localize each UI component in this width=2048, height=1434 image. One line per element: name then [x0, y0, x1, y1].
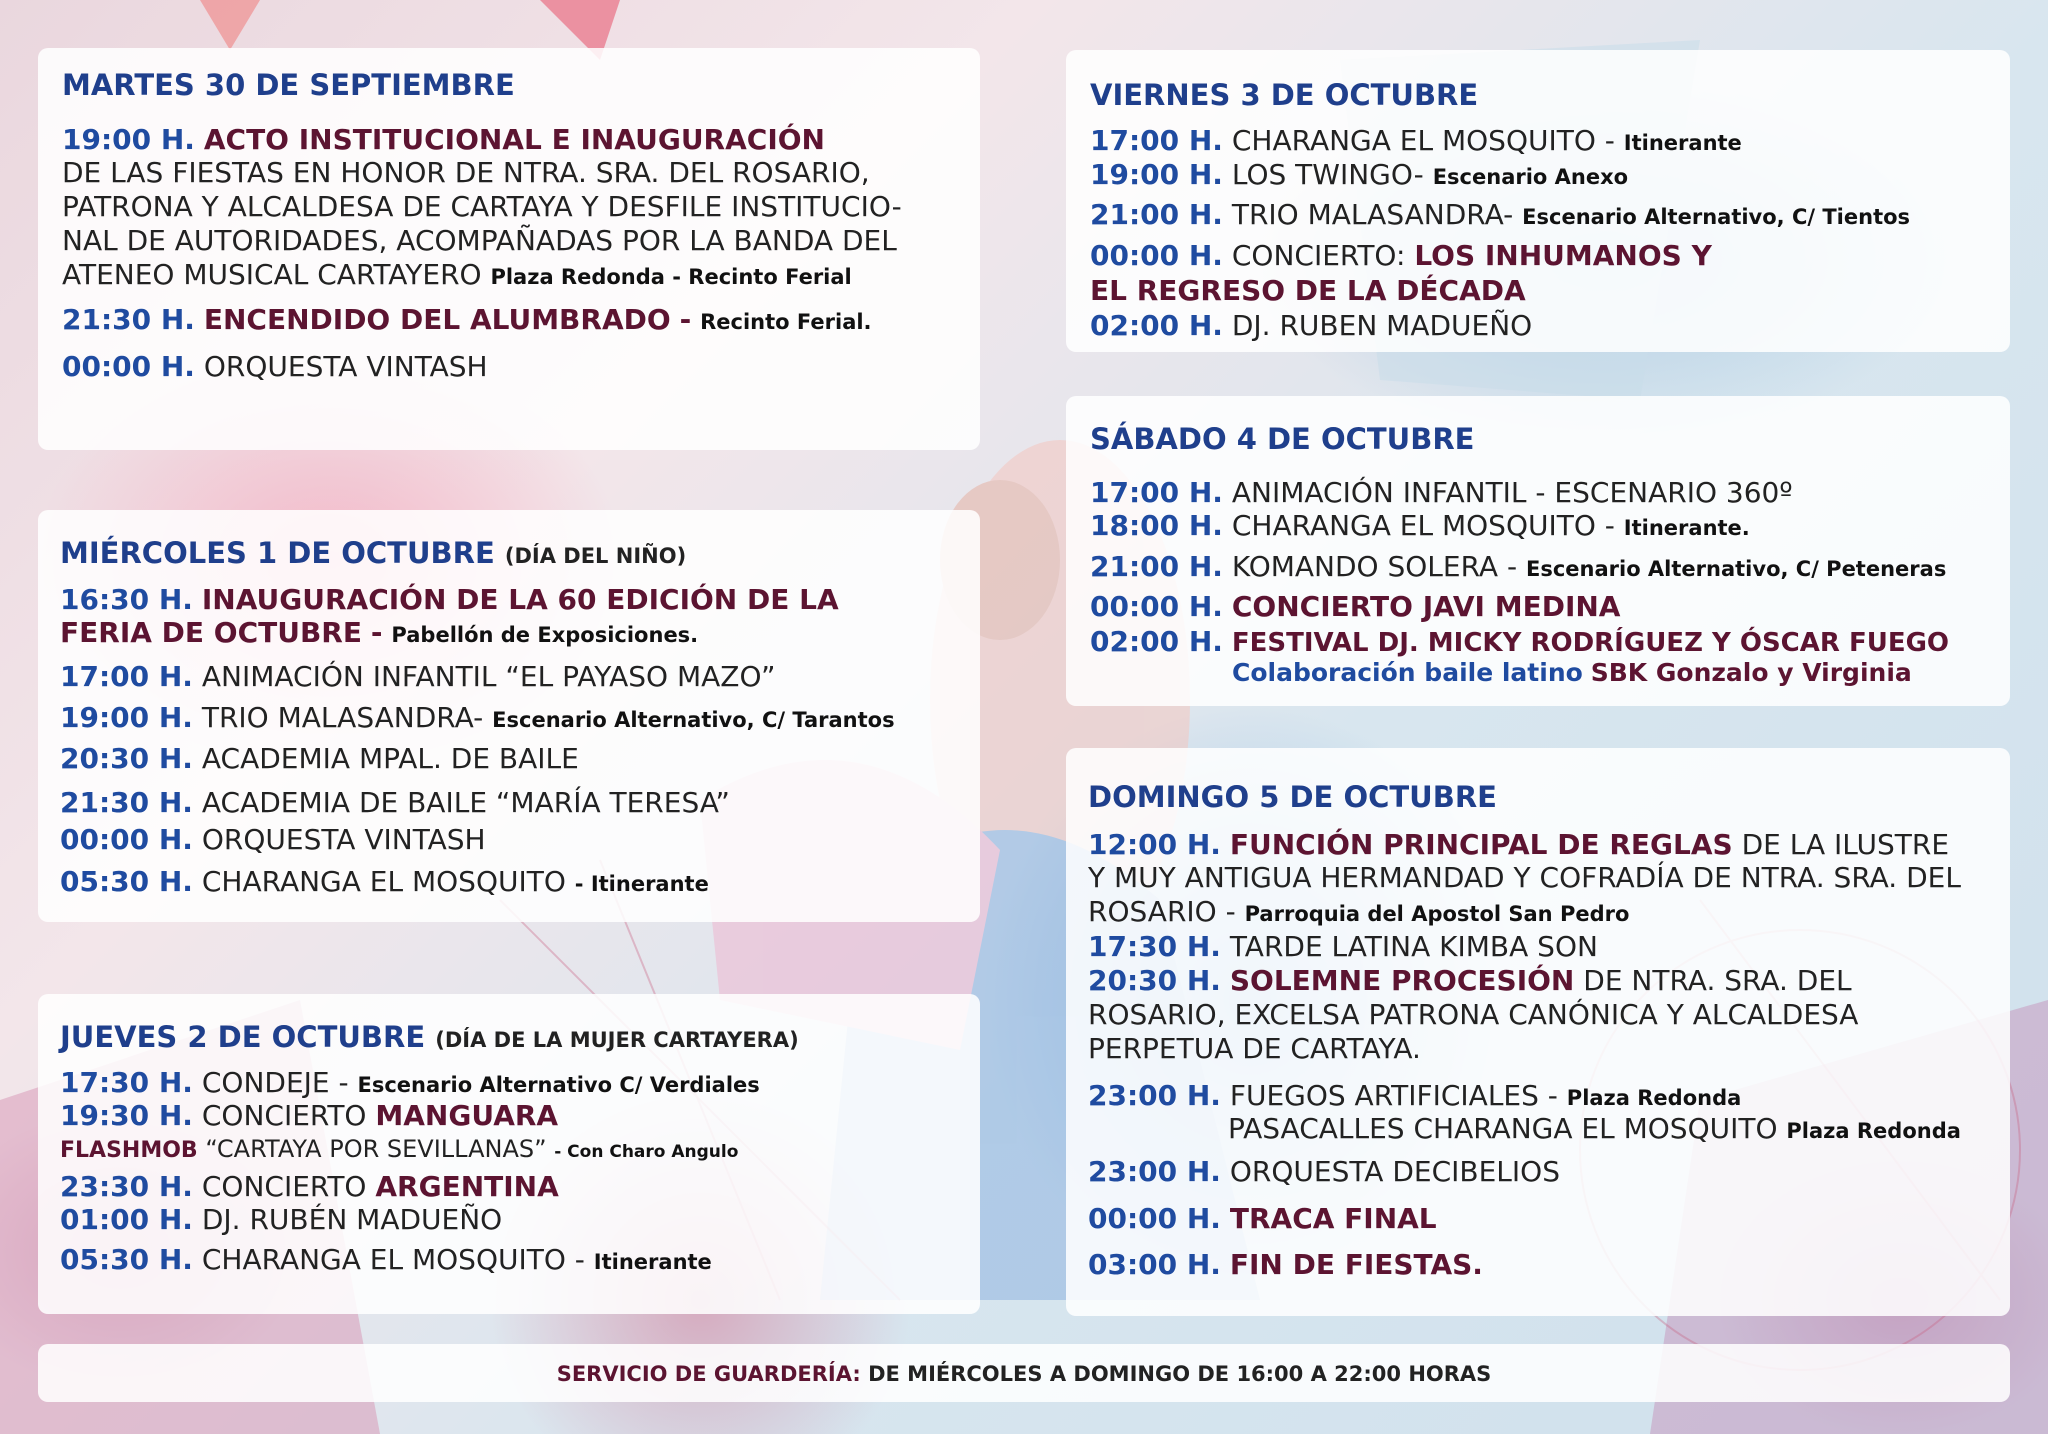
event-time: 17:00 H. — [60, 660, 193, 693]
day-title: MIÉRCOLES 1 DE OCTUBRE — [60, 536, 495, 570]
day-header — [60, 536, 980, 573]
card-sunday — [1066, 748, 2010, 1316]
event-time: 19:00 H. — [62, 123, 195, 156]
event-title: FLASHMOB — [60, 1138, 198, 1163]
schedule-line — [60, 701, 980, 737]
event-text: ORQUESTA DECIBELIOS — [1229, 1155, 1560, 1188]
venue-text: Pabellón de Exposiciones. — [391, 623, 699, 647]
card-saturday — [1066, 396, 2010, 706]
venue-text: Itinerante. — [1623, 516, 1750, 540]
description-line: DE LAS FIESTAS EN HONOR DE NTRA. SRA. DEL ROSARIO, — [62, 156, 870, 189]
event-text: CONCIERTO: — [1231, 239, 1406, 272]
schedule-line — [1088, 895, 2010, 931]
event-text: CHARANGA EL MOSQUITO - — [1231, 509, 1615, 542]
event-time: 21:30 H. — [62, 303, 195, 336]
event-title: FERIA DE OCTUBRE — [60, 616, 362, 649]
event-text: CHARANGA EL MOSQUITO — [201, 865, 566, 898]
description-line: PERPETUA DE CARTAYA. — [1088, 1032, 1421, 1065]
event-time: 05:30 H. — [60, 865, 193, 898]
venue-text: Plaza Redonda — [1786, 1119, 1961, 1143]
event-title: SOLEMNE PROCESIÓN — [1229, 964, 1575, 997]
event-title: FUNCIÓN PRINCIPAL DE REGLAS — [1229, 828, 1733, 861]
schedule-line — [1088, 964, 2010, 998]
venue-text: Itinerante — [593, 1250, 712, 1274]
separator: - — [679, 303, 692, 336]
venue-text: Itinerante — [1623, 131, 1742, 155]
event-text: CHARANGA EL MOSQUITO - — [201, 1243, 585, 1276]
schedule-line — [1090, 124, 2010, 160]
event-time: 18:00 H. — [1090, 509, 1223, 542]
schedule-line — [1088, 1155, 2010, 1189]
event-time: 19:00 H. — [1090, 158, 1223, 191]
schedule-line — [60, 583, 980, 617]
event-title: EL REGRESO DE LA DÉCADA — [1090, 274, 1526, 307]
event-text: KOMANDO SOLERA - — [1231, 550, 1518, 583]
footer-banner — [38, 1344, 2010, 1402]
event-title: INAUGURACIÓN DE LA 60 EDICIÓN DE LA — [201, 583, 839, 616]
description-line: NAL DE AUTORIDADES, ACOMPAÑADAS POR LA BANDA DEL — [62, 224, 897, 257]
schedule-line — [1090, 590, 2010, 624]
schedule-line — [1228, 1112, 2010, 1148]
event-time: 02:00 H. — [1090, 625, 1223, 658]
event-time: 01:00 H. — [60, 1203, 193, 1236]
venue-text: Recinto Ferial. — [700, 310, 872, 334]
notice-label: SERVICIO DE GUARDERÍA: — [556, 1362, 861, 1386]
event-time: 17:30 H. — [1088, 930, 1221, 963]
card-tuesday — [38, 48, 980, 450]
day-title: MARTES 30 DE SEPTIEMBRE — [62, 68, 515, 102]
schedule-line — [1088, 828, 2010, 862]
event-text: ORQUESTA VINTASH — [203, 350, 488, 383]
event-time: 17:30 H. — [60, 1066, 193, 1099]
event-time: 19:00 H. — [60, 701, 193, 734]
schedule-line — [60, 1066, 980, 1102]
schedule-line — [60, 742, 980, 776]
event-text: “CARTAYA POR SEVILLANAS” — [205, 1135, 547, 1163]
event-time: 00:00 H. — [1090, 239, 1223, 272]
description-text: ATENEO MUSICAL CARTAYERO — [62, 258, 482, 291]
schedule-line — [60, 1099, 980, 1133]
event-text: TARDE LATINA KIMBA SON — [1229, 930, 1598, 963]
event-text: CONCIERTO — [201, 1099, 367, 1132]
description-line: Y MUY ANTIGUA HERMANDAD Y COFRADÍA DE NTRA. SRA. DEL — [1088, 861, 1961, 894]
schedule-line — [1090, 198, 2010, 234]
separator: - — [370, 616, 383, 649]
venue-text: Plaza Redonda - Recinto Ferial — [490, 265, 852, 289]
venue-text: Plaza Redonda — [1566, 1086, 1742, 1110]
event-title: CONCIERTO JAVI MEDINA — [1231, 590, 1621, 623]
schedule-line — [1090, 550, 2010, 586]
event-text: FUEGOS ARTIFICIALES - — [1229, 1079, 1558, 1112]
card-wednesday — [38, 510, 980, 922]
event-time: 17:00 H. — [1090, 476, 1223, 509]
day-title: VIERNES 3 DE OCTUBRE — [1090, 78, 1479, 112]
description-line: ROSARIO, EXCELSA PATRONA CANÓNICA Y ALCALDESA — [1088, 998, 1859, 1031]
schedule-line — [1088, 1202, 2010, 1236]
event-text: DJ. RUBÉN MADUEÑO — [201, 1203, 503, 1236]
venue-text: Escenario Alternativo, C/ Tientos — [1522, 205, 1911, 229]
event-title: ACTO INSTITUCIONAL E INAUGURACIÓN — [203, 123, 825, 156]
schedule-line — [1088, 930, 2010, 964]
collaboration-names: SBK Gonzalo y Virginia — [1590, 658, 1912, 687]
venue-text: Escenario Anexo — [1432, 165, 1629, 189]
event-time: 05:30 H. — [60, 1243, 193, 1276]
schedule-line — [1090, 274, 2010, 308]
card-friday — [1066, 50, 2010, 352]
schedule-line — [1232, 656, 2010, 690]
venue-text: Escenario Alternativo, C/ Tarantos — [492, 708, 895, 732]
venue-text: - Itinerante — [574, 872, 709, 896]
venue-text: Escenario Alternativo C/ Verdiales — [357, 1073, 760, 1097]
notice-text: DE MIÉRCOLES A DOMINGO DE 16:00 A 22:00 HORAS — [868, 1362, 1492, 1386]
schedule-line — [60, 1170, 980, 1204]
venue-text: - Con Charo Angulo — [554, 1142, 739, 1162]
day-title: DOMINGO 5 DE OCTUBRE — [1088, 780, 1497, 814]
day-subtitle: (DÍA DE LA MUJER CARTAYERA) — [435, 1028, 799, 1052]
schedule-line — [60, 1132, 980, 1169]
event-time: 21:00 H. — [1090, 550, 1223, 583]
event-text: ANIMACIÓN INFANTIL “EL PAYASO MAZO” — [201, 660, 776, 693]
schedule-line — [62, 350, 980, 384]
schedule-line — [62, 258, 980, 294]
event-time: 16:30 H. — [60, 583, 193, 616]
schedule-line — [1090, 158, 2010, 194]
event-text: ANIMACIÓN INFANTIL - ESCENARIO 360º — [1231, 476, 1793, 509]
event-time: 23:00 H. — [1088, 1079, 1221, 1112]
event-time: 00:00 H. — [60, 823, 193, 856]
event-time: 20:30 H. — [60, 742, 193, 775]
event-title: ENCENDIDO DEL ALUMBRADO — [203, 303, 671, 336]
description-text: ROSARIO - — [1088, 895, 1236, 928]
event-title: FESTIVAL DJ. MICKY RODRÍGUEZ Y ÓSCAR FUEGO — [1231, 628, 1950, 658]
event-time: 21:00 H. — [1090, 198, 1223, 231]
schedule-line — [60, 1243, 980, 1279]
schedule-line — [1090, 476, 2010, 510]
event-title: ARGENTINA — [375, 1170, 559, 1203]
day-title: SÁBADO 4 DE OCTUBRE — [1090, 422, 1475, 456]
schedule-line — [1090, 309, 2010, 343]
event-text: DJ. RUBEN MADUEÑO — [1231, 309, 1533, 342]
event-time: 12:00 H. — [1088, 828, 1221, 861]
event-text: DE LA ILUSTRE — [1741, 828, 1950, 861]
schedule-line — [60, 616, 980, 652]
schedule-line — [62, 303, 980, 339]
schedule-line — [60, 823, 980, 857]
event-text: CONCIERTO — [201, 1170, 367, 1203]
event-time: 23:30 H. — [60, 1170, 193, 1203]
description-line: PATRONA Y ALCALDESA DE CARTAYA Y DESFILE INSTITUCIO- — [62, 190, 902, 223]
event-time: 23:00 H. — [1088, 1155, 1221, 1188]
event-title: TRACA FINAL — [1229, 1202, 1437, 1235]
schedule-line — [60, 1203, 980, 1237]
event-text: CHARANGA EL MOSQUITO - — [1231, 124, 1615, 157]
event-time: 03:00 H. — [1088, 1248, 1221, 1281]
childcare-notice — [38, 1362, 2010, 1386]
venue-text: Parroquia del Apostol San Pedro — [1244, 902, 1630, 926]
event-text: ACADEMIA DE BAILE “MARÍA TERESA” — [201, 786, 730, 819]
event-time: 20:30 H. — [1088, 964, 1221, 997]
day-subtitle: (DÍA DEL NIÑO) — [504, 544, 687, 568]
schedule-line — [1090, 625, 2010, 660]
event-title: MANGUARA — [375, 1099, 559, 1132]
event-time: 02:00 H. — [1090, 309, 1223, 342]
schedule-line — [60, 660, 980, 694]
event-text: TRIO MALASANDRA- — [201, 701, 484, 734]
schedule-line — [60, 786, 980, 820]
event-text: PASACALLES CHARANGA EL MOSQUITO — [1228, 1112, 1778, 1145]
schedule-line — [60, 865, 980, 901]
schedule-line — [1090, 239, 2010, 273]
event-time: 00:00 H. — [1090, 590, 1223, 623]
event-title: LOS INHUMANOS Y — [1414, 239, 1712, 272]
event-text: ACADEMIA MPAL. DE BAILE — [201, 742, 579, 775]
event-time: 21:30 H. — [60, 786, 193, 819]
collaboration-text: Colaboración baile latino — [1232, 658, 1583, 687]
event-text: LOS TWINGO- — [1231, 158, 1424, 191]
event-title: FIN DE FIESTAS. — [1229, 1248, 1483, 1281]
venue-text: Escenario Alternativo, C/ Peteneras — [1525, 557, 1947, 581]
schedule-line — [1088, 1248, 2010, 1282]
schedule-line — [62, 123, 980, 157]
day-title: JUEVES 2 DE OCTUBRE — [60, 1020, 426, 1054]
event-time: 00:00 H. — [62, 350, 195, 383]
event-text: CONDEJE - — [201, 1066, 349, 1099]
event-time: 00:00 H. — [1088, 1202, 1221, 1235]
card-thursday — [38, 994, 980, 1314]
event-time: 19:30 H. — [60, 1099, 193, 1132]
schedule-line — [1088, 1079, 2010, 1115]
day-header — [60, 1020, 980, 1057]
event-time: 17:00 H. — [1090, 124, 1223, 157]
schedule-line — [1090, 509, 2010, 545]
event-text: TRIO MALASANDRA- — [1231, 198, 1514, 231]
event-text: DE NTRA. SRA. DEL — [1583, 964, 1852, 997]
event-text: ORQUESTA VINTASH — [201, 823, 486, 856]
